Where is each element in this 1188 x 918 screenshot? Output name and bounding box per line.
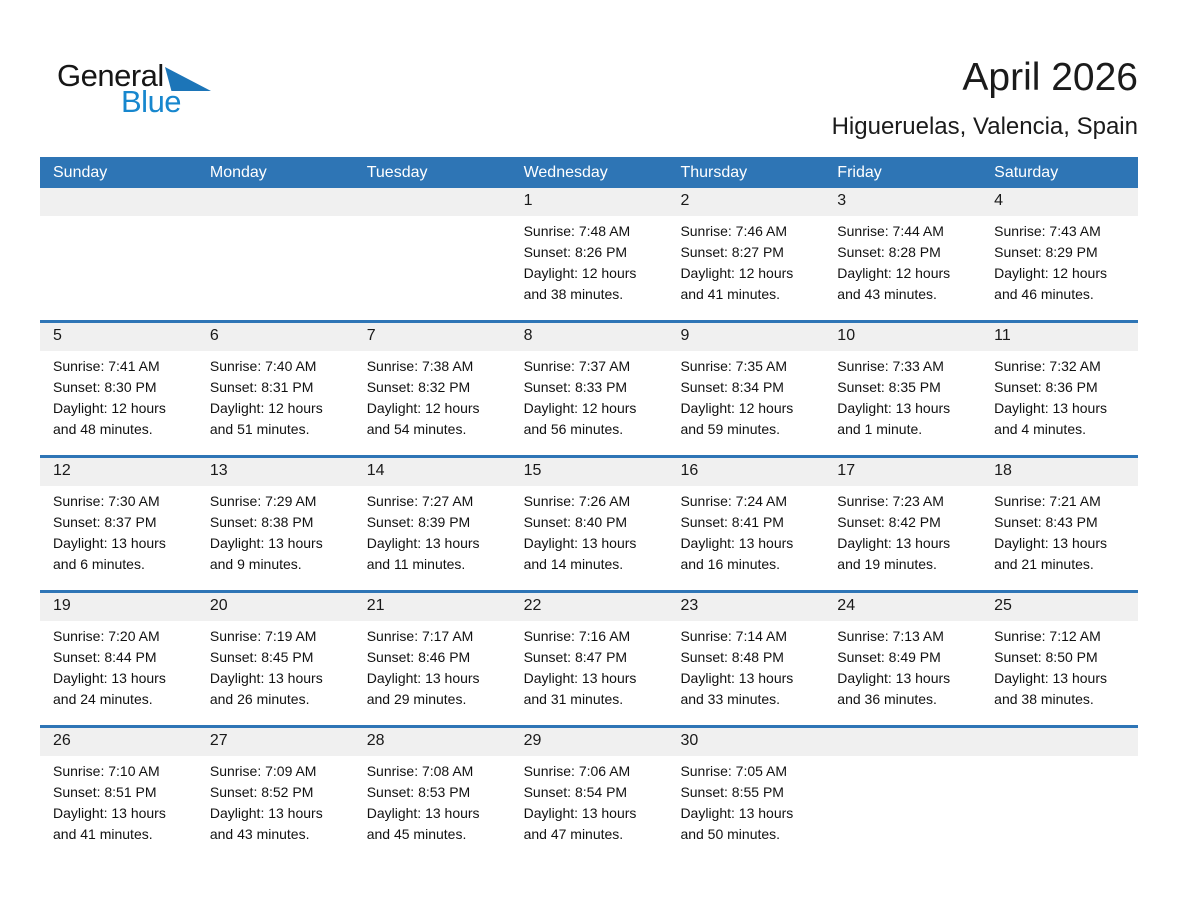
sunrise-text: Sunrise: 7:19 AM: [209, 628, 317, 644]
empty-day-cell: [354, 188, 511, 320]
daylight-minutes-text: and 50 minutes.: [680, 826, 781, 842]
daylight-minutes-text: and 48 minutes.: [53, 421, 153, 437]
day-number: 22: [523, 597, 542, 614]
day-number: 14: [366, 462, 385, 479]
daylight-minutes-text: and 26 minutes.: [209, 691, 310, 707]
day-cell-5: [40, 323, 197, 455]
day-details: [824, 486, 981, 575]
day-details: [981, 756, 1138, 761]
daylight-text: Daylight: 13 hours: [209, 535, 323, 551]
sunset-text: Sunset: 8:51 PM: [53, 784, 157, 800]
day-number: 4: [994, 192, 1004, 209]
sunset-text: Sunset: 8:43 PM: [994, 514, 1098, 530]
daylight-minutes-text: and 16 minutes.: [680, 556, 781, 572]
daylight-minutes-text: and 33 minutes.: [680, 691, 781, 707]
day-cell-24: [824, 593, 981, 725]
day-cell-14: [354, 458, 511, 590]
daylight-text: Daylight: 13 hours: [366, 670, 480, 686]
day-number: 24: [837, 597, 856, 614]
day-details: [667, 621, 824, 710]
day-details: [511, 756, 668, 845]
day-cell-27: [197, 728, 354, 860]
day-number: 21: [366, 597, 385, 614]
daylight-text: Daylight: 13 hours: [53, 805, 166, 821]
daylight-minutes-text: and 36 minutes.: [837, 691, 937, 707]
daylight-minutes-text: and 41 minutes.: [53, 826, 153, 842]
daylight-text: Daylight: 13 hours: [366, 805, 480, 821]
sunrise-text: Sunrise: 7:32 AM: [994, 358, 1101, 374]
day-details: [981, 351, 1138, 440]
day-number-band: [40, 188, 197, 216]
day-number-band: [667, 458, 824, 486]
daylight-minutes-text: and 51 minutes.: [209, 421, 310, 437]
day-cell-7: [354, 323, 511, 455]
day-cell-4: [981, 188, 1138, 320]
title-block: [832, 56, 1138, 141]
day-number: 16: [680, 462, 699, 479]
sunset-text: Sunset: 8:29 PM: [994, 244, 1098, 260]
day-number: 15: [523, 462, 542, 479]
sunrise-text: Sunrise: 7:38 AM: [366, 358, 474, 374]
daylight-text: Daylight: 12 hours: [680, 265, 794, 281]
daylight-minutes-text: and 54 minutes.: [366, 421, 467, 437]
sunrise-text: Sunrise: 7:08 AM: [366, 763, 474, 779]
day-number: 18: [994, 462, 1012, 479]
day-cell-20: [197, 593, 354, 725]
day-cell-18: [981, 458, 1138, 590]
sunset-text: Sunset: 8:42 PM: [837, 514, 941, 530]
day-details: [667, 351, 824, 440]
sunrise-text: Sunrise: 7:17 AM: [366, 628, 474, 644]
day-number: 28: [366, 732, 385, 749]
sunset-text: Sunset: 8:53 PM: [366, 784, 471, 800]
day-details: [197, 486, 354, 575]
day-cell-17: [824, 458, 981, 590]
day-details: [511, 216, 668, 305]
daylight-minutes-text: and 29 minutes.: [366, 691, 467, 707]
daylight-minutes-text: and 4 minutes.: [994, 421, 1086, 437]
daylight-text: Daylight: 13 hours: [837, 535, 951, 551]
sunset-text: Sunset: 8:41 PM: [680, 514, 784, 530]
daylight-minutes-text: and 24 minutes.: [53, 691, 153, 707]
day-details: [511, 351, 668, 440]
empty-day-cell: [981, 728, 1138, 860]
day-number: 1: [523, 192, 533, 209]
sunrise-text: Sunrise: 7:46 AM: [680, 223, 788, 239]
day-details: [824, 756, 981, 761]
day-details: [197, 351, 354, 440]
day-number-band: [511, 188, 668, 216]
day-number-band: [40, 458, 197, 486]
day-number-band: [511, 323, 668, 351]
day-number: 9: [680, 327, 690, 344]
weekday-header-tuesday: Tuesday: [366, 164, 428, 181]
day-number-band: [981, 593, 1138, 621]
sunset-text: Sunset: 8:50 PM: [994, 649, 1098, 665]
day-cell-15: [511, 458, 668, 590]
week-row-3: [40, 455, 1138, 590]
sunrise-text: Sunrise: 7:33 AM: [837, 358, 944, 374]
daylight-text: Daylight: 13 hours: [209, 805, 323, 821]
empty-day-cell: [197, 188, 354, 320]
daylight-text: Daylight: 12 hours: [209, 400, 323, 416]
logo-text-blue: Blue: [121, 84, 182, 119]
sunset-text: Sunset: 8:52 PM: [209, 784, 314, 800]
day-details: [197, 756, 354, 845]
day-number-band: [981, 728, 1138, 756]
sunset-text: Sunset: 8:46 PM: [366, 649, 471, 665]
week-row-2: [40, 320, 1138, 455]
day-details: [354, 621, 511, 710]
day-number-band: [667, 323, 824, 351]
daylight-text: Daylight: 13 hours: [209, 670, 323, 686]
day-details: [354, 216, 511, 221]
day-number-band: [824, 188, 981, 216]
day-number: 27: [209, 732, 228, 749]
sunset-text: Sunset: 8:27 PM: [680, 244, 784, 260]
day-number-band: [667, 728, 824, 756]
day-details: [981, 216, 1138, 305]
day-cell-29: [511, 728, 668, 860]
day-number-band: [354, 728, 511, 756]
sunset-text: Sunset: 8:48 PM: [680, 649, 784, 665]
sunrise-text: Sunrise: 7:37 AM: [523, 358, 631, 374]
daylight-minutes-text: and 45 minutes.: [366, 826, 467, 842]
day-number: 19: [53, 597, 71, 614]
day-number-band: [354, 323, 511, 351]
sunset-text: Sunset: 8:45 PM: [209, 649, 314, 665]
day-number-band: [197, 593, 354, 621]
day-details: [197, 216, 354, 221]
day-number-band: [824, 458, 981, 486]
sunset-text: Sunset: 8:36 PM: [994, 379, 1098, 395]
daylight-minutes-text: and 38 minutes.: [994, 691, 1094, 707]
daylight-minutes-text: and 1 minute.: [837, 421, 923, 437]
daylight-text: Daylight: 13 hours: [680, 670, 794, 686]
day-number-band: [824, 593, 981, 621]
daylight-minutes-text: and 38 minutes.: [523, 286, 624, 302]
day-details: [40, 486, 197, 575]
day-number: 7: [366, 327, 376, 344]
calendar: [40, 157, 1138, 860]
day-details: [40, 621, 197, 710]
day-number-band: [511, 458, 668, 486]
day-details: [824, 351, 981, 440]
sunrise-text: Sunrise: 7:26 AM: [523, 493, 631, 509]
sunset-text: Sunset: 8:35 PM: [837, 379, 941, 395]
daylight-minutes-text: and 9 minutes.: [209, 556, 302, 572]
day-details: [981, 486, 1138, 575]
daylight-minutes-text: and 43 minutes.: [209, 826, 310, 842]
day-cell-8: [511, 323, 668, 455]
daylight-text: Daylight: 12 hours: [680, 400, 794, 416]
day-number-band: [981, 188, 1138, 216]
daylight-minutes-text: and 19 minutes.: [837, 556, 937, 572]
day-number: 23: [680, 597, 699, 614]
page-title: April 2026: [962, 56, 1138, 99]
sunrise-text: Sunrise: 7:16 AM: [523, 628, 631, 644]
day-number-band: [197, 728, 354, 756]
sunrise-text: Sunrise: 7:10 AM: [53, 763, 160, 779]
sunrise-text: Sunrise: 7:43 AM: [994, 223, 1101, 239]
day-number-band: [354, 593, 511, 621]
day-number: 3: [837, 192, 847, 209]
daylight-minutes-text: and 46 minutes.: [994, 286, 1094, 302]
day-details: [354, 351, 511, 440]
day-number-band: [824, 323, 981, 351]
sunrise-text: Sunrise: 7:41 AM: [53, 358, 160, 374]
weekday-header-thursday: Thursday: [680, 164, 748, 181]
day-details: [354, 756, 511, 845]
day-details: [354, 486, 511, 575]
sunrise-text: Sunrise: 7:05 AM: [680, 763, 788, 779]
day-number: 30: [680, 732, 699, 749]
sunrise-text: Sunrise: 7:48 AM: [523, 223, 631, 239]
daylight-text: Daylight: 12 hours: [523, 265, 637, 281]
sunset-text: Sunset: 8:49 PM: [837, 649, 941, 665]
day-details: [824, 216, 981, 305]
sunset-text: Sunset: 8:28 PM: [837, 244, 941, 260]
day-number: 6: [209, 327, 219, 344]
week-row-1: [40, 188, 1138, 320]
daylight-text: Daylight: 13 hours: [523, 805, 637, 821]
day-number-band: [511, 593, 668, 621]
day-number-band: [197, 188, 354, 216]
weekday-header-friday: Friday: [837, 164, 882, 181]
weekday-header-saturday: Saturday: [994, 164, 1059, 181]
week-row-4: [40, 590, 1138, 725]
daylight-text: Daylight: 13 hours: [994, 400, 1107, 416]
day-number: 13: [209, 462, 228, 479]
sunset-text: Sunset: 8:44 PM: [53, 649, 157, 665]
day-cell-21: [354, 593, 511, 725]
day-cell-12: [40, 458, 197, 590]
day-details: [197, 621, 354, 710]
day-cell-10: [824, 323, 981, 455]
day-number-band: [981, 458, 1138, 486]
sunrise-text: Sunrise: 7:14 AM: [680, 628, 788, 644]
daylight-minutes-text: and 43 minutes.: [837, 286, 937, 302]
day-number-band: [667, 593, 824, 621]
logo-text-general: General: [57, 58, 164, 93]
day-number-band: [667, 188, 824, 216]
sunrise-text: Sunrise: 7:44 AM: [837, 223, 944, 239]
sunrise-text: Sunrise: 7:21 AM: [994, 493, 1101, 509]
sunset-text: Sunset: 8:30 PM: [53, 379, 157, 395]
daylight-minutes-text: and 31 minutes.: [523, 691, 624, 707]
day-details: [667, 486, 824, 575]
day-cell-19: [40, 593, 197, 725]
calendar-header-row: [40, 157, 1138, 188]
day-cell-6: [197, 323, 354, 455]
daylight-minutes-text: and 59 minutes.: [680, 421, 781, 437]
sunset-text: Sunset: 8:39 PM: [366, 514, 471, 530]
daylight-text: Daylight: 13 hours: [523, 670, 637, 686]
daylight-minutes-text: and 21 minutes.: [994, 556, 1094, 572]
sunset-text: Sunset: 8:31 PM: [209, 379, 314, 395]
sunrise-text: Sunrise: 7:13 AM: [837, 628, 944, 644]
daylight-text: Daylight: 12 hours: [994, 265, 1107, 281]
sunrise-text: Sunrise: 7:06 AM: [523, 763, 631, 779]
day-details: [40, 216, 197, 221]
daylight-minutes-text: and 41 minutes.: [680, 286, 781, 302]
day-number-band: [40, 728, 197, 756]
day-number-band: [40, 323, 197, 351]
sunrise-text: Sunrise: 7:40 AM: [209, 358, 317, 374]
day-details: [40, 351, 197, 440]
day-cell-26: [40, 728, 197, 860]
daylight-text: Daylight: 13 hours: [837, 400, 951, 416]
sunrise-text: Sunrise: 7:09 AM: [209, 763, 317, 779]
sunset-text: Sunset: 8:54 PM: [523, 784, 628, 800]
day-cell-23: [667, 593, 824, 725]
day-details: [667, 756, 824, 845]
sunset-text: Sunset: 8:34 PM: [680, 379, 784, 395]
day-number: 5: [53, 327, 62, 344]
sunrise-text: Sunrise: 7:23 AM: [837, 493, 944, 509]
day-number: 20: [209, 597, 228, 614]
daylight-text: Daylight: 12 hours: [837, 265, 951, 281]
weekday-header-monday: Monday: [209, 164, 267, 181]
daylight-text: Daylight: 13 hours: [994, 535, 1107, 551]
day-details: [511, 621, 668, 710]
empty-day-cell: [824, 728, 981, 860]
day-cell-13: [197, 458, 354, 590]
daylight-minutes-text: and 47 minutes.: [523, 826, 624, 842]
day-number: 17: [837, 462, 856, 479]
day-number-band: [824, 728, 981, 756]
day-cell-11: [981, 323, 1138, 455]
day-cell-9: [667, 323, 824, 455]
day-cell-16: [667, 458, 824, 590]
sunset-text: Sunset: 8:32 PM: [366, 379, 471, 395]
daylight-text: Daylight: 13 hours: [523, 535, 637, 551]
sunset-text: Sunset: 8:38 PM: [209, 514, 314, 530]
day-cell-22: [511, 593, 668, 725]
daylight-text: Daylight: 13 hours: [994, 670, 1107, 686]
day-number: 26: [53, 732, 71, 749]
daylight-text: Daylight: 12 hours: [366, 400, 480, 416]
day-number: 29: [523, 732, 542, 749]
daylight-text: Daylight: 12 hours: [523, 400, 637, 416]
day-number: 25: [994, 597, 1012, 614]
day-cell-3: [824, 188, 981, 320]
day-number-band: [981, 323, 1138, 351]
day-number-band: [40, 593, 197, 621]
day-cell-30: [667, 728, 824, 860]
daylight-text: Daylight: 13 hours: [53, 670, 166, 686]
day-number-band: [197, 458, 354, 486]
day-number: 2: [680, 192, 690, 209]
sunrise-text: Sunrise: 7:30 AM: [53, 493, 160, 509]
day-cell-2: [667, 188, 824, 320]
weekday-header-sunday: Sunday: [53, 164, 108, 181]
sunrise-text: Sunrise: 7:27 AM: [366, 493, 474, 509]
sunrise-text: Sunrise: 7:12 AM: [994, 628, 1101, 644]
general-blue-logo: [57, 58, 211, 120]
sunset-text: Sunset: 8:40 PM: [523, 514, 628, 530]
sunset-text: Sunset: 8:55 PM: [680, 784, 784, 800]
calendar-grid: [40, 188, 1138, 860]
daylight-text: Daylight: 12 hours: [53, 400, 166, 416]
day-number-band: [354, 188, 511, 216]
sunrise-text: Sunrise: 7:20 AM: [53, 628, 160, 644]
daylight-text: Daylight: 13 hours: [837, 670, 951, 686]
daylight-text: Daylight: 13 hours: [680, 805, 794, 821]
sunset-text: Sunset: 8:26 PM: [523, 244, 628, 260]
day-details: [40, 756, 197, 845]
sunrise-text: Sunrise: 7:29 AM: [209, 493, 317, 509]
weekday-header-wednesday: Wednesday: [523, 164, 608, 181]
day-number: 10: [837, 327, 856, 344]
daylight-text: Daylight: 13 hours: [366, 535, 480, 551]
day-number-band: [511, 728, 668, 756]
sunrise-text: Sunrise: 7:35 AM: [680, 358, 788, 374]
day-details: [667, 216, 824, 305]
day-cell-28: [354, 728, 511, 860]
daylight-minutes-text: and 56 minutes.: [523, 421, 624, 437]
day-details: [824, 621, 981, 710]
day-number-band: [354, 458, 511, 486]
day-cell-25: [981, 593, 1138, 725]
day-number-band: [197, 323, 354, 351]
sunrise-text: Sunrise: 7:24 AM: [680, 493, 788, 509]
daylight-minutes-text: and 14 minutes.: [523, 556, 624, 572]
day-number: 8: [523, 327, 533, 344]
daylight-minutes-text: and 11 minutes.: [366, 556, 466, 572]
day-details: [981, 621, 1138, 710]
day-cell-1: [511, 188, 668, 320]
daylight-minutes-text: and 6 minutes.: [53, 556, 145, 572]
sunset-text: Sunset: 8:47 PM: [523, 649, 628, 665]
sunset-text: Sunset: 8:37 PM: [53, 514, 157, 530]
daylight-text: Daylight: 13 hours: [53, 535, 166, 551]
day-details: [511, 486, 668, 575]
day-number: 12: [53, 462, 71, 479]
empty-day-cell: [40, 188, 197, 320]
page-subtitle: Higueruelas, Valencia, Spain: [831, 113, 1138, 140]
daylight-text: Daylight: 13 hours: [680, 535, 794, 551]
week-row-5: [40, 725, 1138, 860]
sunset-text: Sunset: 8:33 PM: [523, 379, 628, 395]
day-number: 11: [994, 327, 1011, 344]
